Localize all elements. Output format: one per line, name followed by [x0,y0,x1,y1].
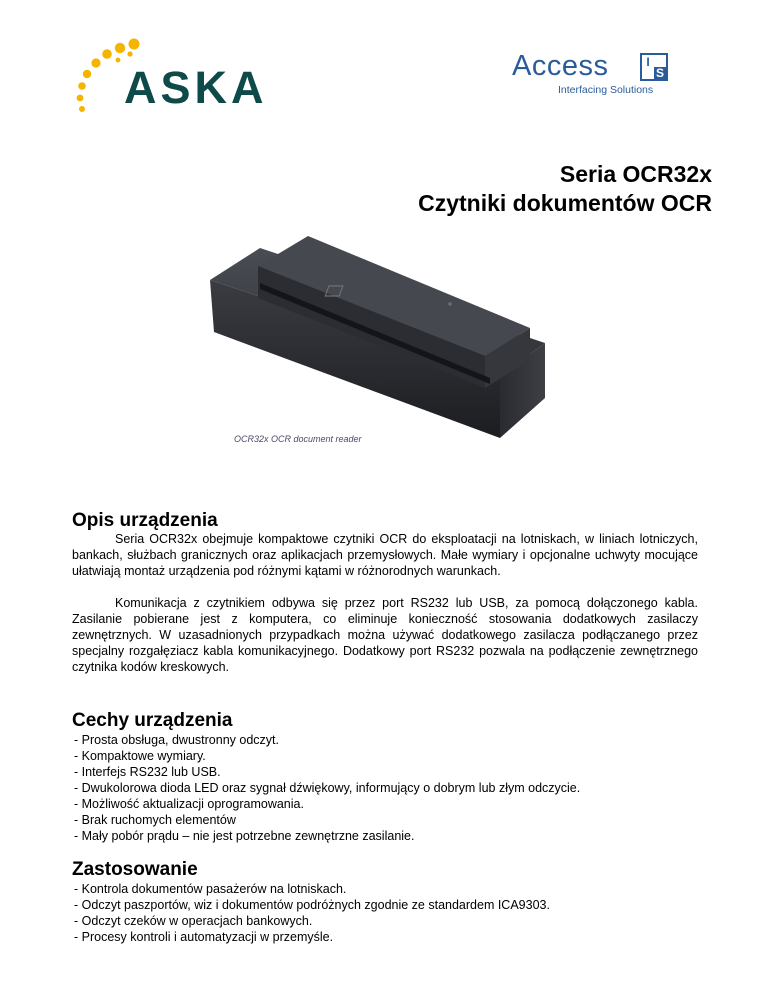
opis-paragraph-2: Komunikacja z czytnikiem odbywa się przez port RS232 lub USB, za pomocą dołączonego kabla. Zasilanie pobierane jest z komputera, co eliminuje konieczność stosowania dodatkowych zasilaczy zewnętrznych. W uzasadnionych przypadkach można używać dodatkowego zasilacza podłączanego przez specjalny rozgałęziacz kabla komunikacyjnego. Dodatkowy port RS232 pozwala na podłączenie zewnętrznego czytnika kodów kreskowych. [72,596,698,674]
list-item: - Dwukolorowa dioda LED oraz sygnał dźwiękowy, informujący o dobrym lub złym odczycie. [74,780,580,796]
access-box-letter-s: S [655,66,664,80]
section-heading-cechy: Cechy urządzenia [72,710,233,731]
list-item: - Możliwość aktualizacji oprogramowania. [74,796,580,812]
list-item: - Prosta obsługa, dwustronny odczyt. [74,732,580,748]
access-box-letter-i: I [643,56,653,68]
title-line-1: Seria OCR32x [559,161,712,187]
zastosowanie-list [74,881,550,945]
access-wordmark: Access [512,50,609,82]
list-item: - Mały pobór prądu – nie jest potrzebne zewnętrzne zasilanie. [74,828,580,844]
title-line-2: Czytniki dokumentów OCR [418,190,712,216]
list-item: - Odczyt paszportów, wiz i dokumentów podróżnych zgodnie ze standardem ICA9303. [74,897,550,913]
list-item: - Interfejs RS232 lub USB. [74,764,580,780]
list-item: - Kontrola dokumentów pasażerów na lotniskach. [74,881,550,897]
ocr-reader-image [200,228,560,448]
document-title [418,160,712,218]
cechy-list [74,732,580,844]
section-heading-zastosowanie: Zastosowanie [72,859,198,880]
list-item: - Brak ruchomych elementów [74,812,580,828]
access-is-logo [510,52,675,102]
aska-wordmark: ASKA [124,62,268,113]
opis-paragraph-1: Seria OCR32x obejmuje kompaktowe czytniki OCR do eksploatacji na lotniskach, w liniach lotniczych, bankach, służbach granicznych oraz aplikacjach przemysłowych. Małe wymiary i opcjonalne uchwyty mocujące ułatwiają montaż urządzenia pod różnymi kątami w różnorodnych warunkach. [72,532,698,578]
aska-logo [72,36,322,122]
image-caption: OCR32x OCR document reader [234,434,362,444]
access-is-box-icon [640,53,668,81]
list-item: - Kompaktowe wymiary. [74,748,580,764]
section-heading-opis: Opis urządzenia [72,510,218,531]
access-tagline: Interfacing Solutions [558,84,654,96]
list-item: - Procesy kontroli i automatyzacji w przemyśle. [74,929,550,945]
list-item: - Odczyt czeków w operacjach bankowych. [74,913,550,929]
